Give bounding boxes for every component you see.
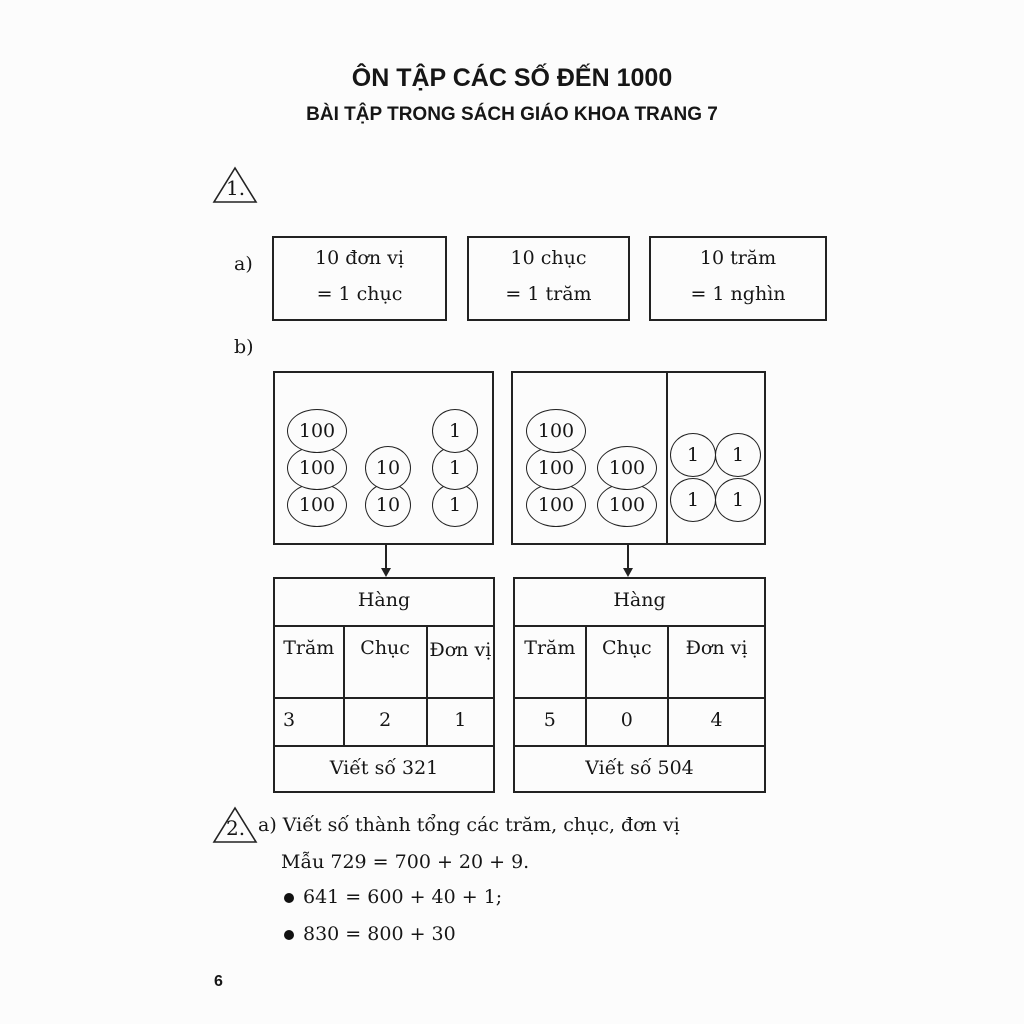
hundred-token: 100 <box>526 483 586 527</box>
answer-item: 830 = 800 + 30 <box>303 923 456 945</box>
table-header: Hàng <box>274 578 494 626</box>
column-header: Trăm <box>274 626 344 698</box>
place-value-table <box>513 577 766 793</box>
table-cell: 2 <box>344 698 427 746</box>
ten-token: 10 <box>365 446 411 490</box>
column-header: Đơn vị <box>427 626 494 698</box>
box-line: 10 chục <box>510 247 587 269</box>
one-token: 1 <box>715 433 761 477</box>
page-subtitle: BÀI TẬP TRONG SÁCH GIÁO KHOA TRANG 7 <box>306 104 718 125</box>
column-header: Trăm <box>514 626 586 698</box>
hundred-token: 100 <box>597 483 657 527</box>
hundred-token: 100 <box>287 446 347 490</box>
example-text: Mẫu 729 = 700 + 20 + 9. <box>281 851 530 873</box>
hundred-token: 100 <box>287 409 347 453</box>
table-header: Hàng <box>514 578 765 626</box>
one-token: 1 <box>670 478 716 522</box>
page-number: 6 <box>214 973 223 990</box>
arrow-line <box>627 545 629 570</box>
column-header: Chục <box>586 626 668 698</box>
exercise-number-badge <box>212 806 258 844</box>
right-picture-box <box>511 371 766 545</box>
box-line: = 1 chục <box>316 283 403 305</box>
one-token: 1 <box>432 483 478 527</box>
column-header: Chục <box>344 626 427 698</box>
ten-token: 10 <box>365 483 411 527</box>
box-line: = 1 trăm <box>505 283 592 305</box>
arrow-line <box>385 545 387 570</box>
box-line: = 1 nghìn <box>690 283 786 305</box>
divider <box>666 373 668 543</box>
hundred-token: 100 <box>287 483 347 527</box>
table-cell: 3 <box>274 698 344 746</box>
one-token: 1 <box>432 446 478 490</box>
answer-item: 641 = 600 + 40 + 1; <box>303 886 503 908</box>
arrow-down-icon <box>381 568 391 577</box>
table-footer: Viết số 321 <box>274 746 494 792</box>
arrow-down-icon <box>623 568 633 577</box>
exercise-number: 2. <box>226 816 246 840</box>
instruction-text: a) Viết số thành tổng các trăm, chục, đơn vị <box>258 814 680 836</box>
part-a-label: a) <box>234 253 253 275</box>
table-cell: 5 <box>514 698 586 746</box>
table-footer: Viết số 504 <box>514 746 765 792</box>
box-line: 10 đơn vị <box>315 247 404 269</box>
exercise-number-badge <box>212 166 258 204</box>
bullet-icon <box>284 893 294 903</box>
page-title: ÔN TẬP CÁC SỐ ĐẾN 1000 <box>351 64 673 92</box>
table-cell: 0 <box>586 698 668 746</box>
bullet-icon <box>284 930 294 940</box>
conversion-box <box>272 236 447 321</box>
conversion-box <box>467 236 630 321</box>
one-token: 1 <box>432 409 478 453</box>
conversion-box <box>649 236 827 321</box>
table-cell: 4 <box>668 698 765 746</box>
part-b-label: b) <box>234 336 254 358</box>
place-value-table <box>273 577 495 793</box>
exercise-number: 1. <box>226 176 246 200</box>
hundred-token: 100 <box>526 409 586 453</box>
one-token: 1 <box>715 478 761 522</box>
left-picture-box <box>273 371 494 545</box>
one-token: 1 <box>670 433 716 477</box>
column-header: Đơn vị <box>668 626 765 698</box>
hundred-token: 100 <box>526 446 586 490</box>
box-line: 10 trăm <box>699 247 777 269</box>
hundred-token: 100 <box>597 446 657 490</box>
table-cell: 1 <box>427 698 494 746</box>
